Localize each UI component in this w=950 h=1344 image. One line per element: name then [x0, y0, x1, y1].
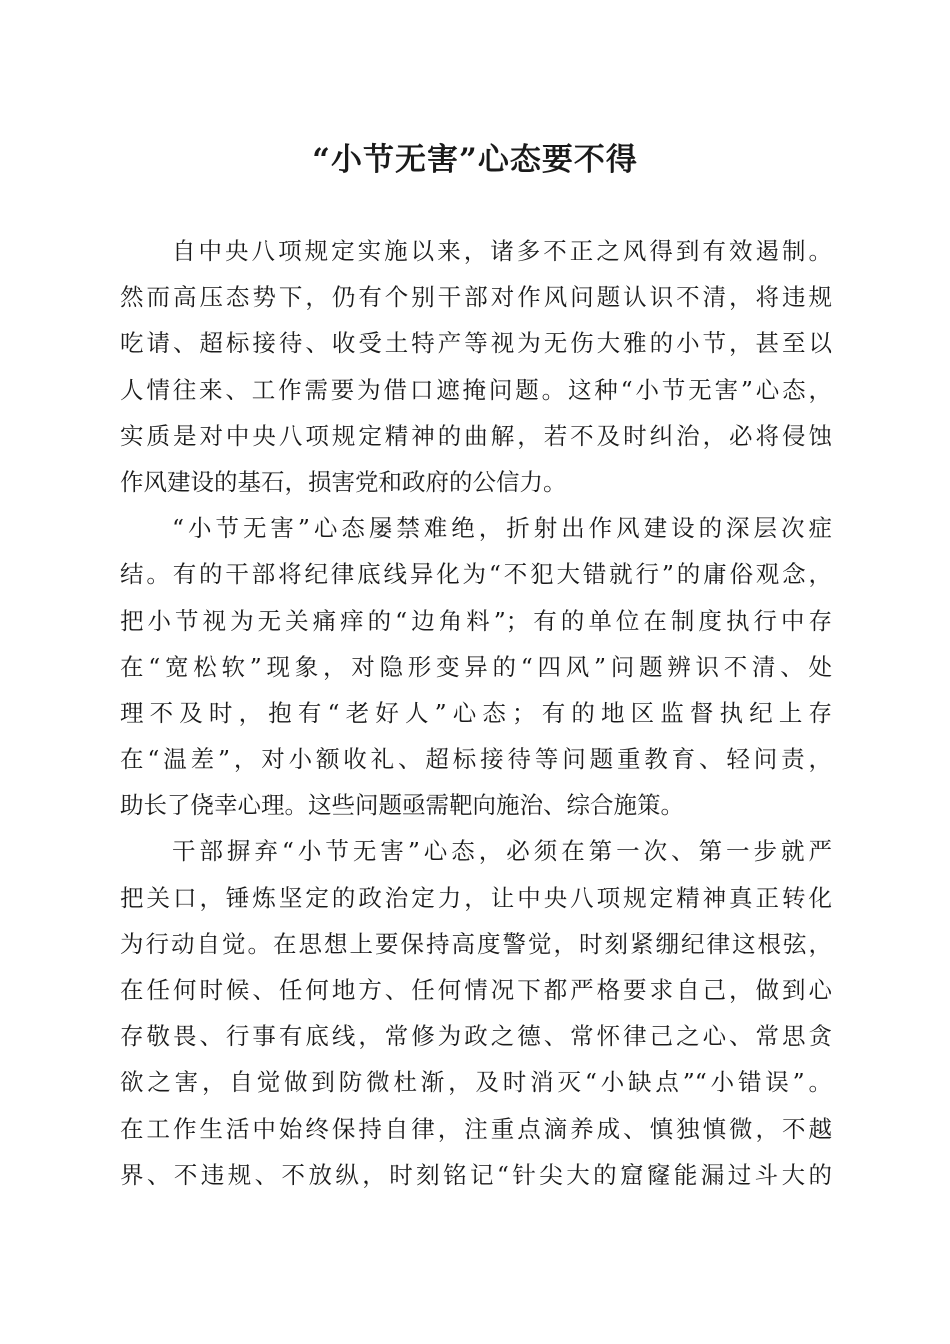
- paragraph-2-line-3: 把小节视为无关痛痒的“边角料”；有的单位在制度执行中存: [120, 606, 832, 635]
- paragraph-1-line-1: 自中央八项规定实施以来，诸多不正之风得到有效遏制。: [172, 237, 832, 265]
- paragraph-2-line-2: 结。有的干部将纪律底线异化为“不犯大错就行”的庸俗观念，: [120, 560, 832, 589]
- paragraph-2-line-4: 在“宽松软”现象，对隐形变异的“四风”问题辨识不清、处: [120, 652, 832, 681]
- paragraph-2-line-5: 理不及时，抱有“老好人”心态；有的地区监督执纪上存: [120, 698, 832, 727]
- paragraph-1-line-6: 作风建设的基石，损害党和政府的公信力。: [120, 467, 567, 496]
- paragraph-3-line-8: 界、不违规、不放纵，时刻铭记“针尖大的窟窿能漏过斗大的: [120, 1160, 832, 1189]
- document-body: [120, 228, 832, 1198]
- paragraph-1-line-2: 然而高压态势下，仍有个别干部对作风问题认识不清，将违规: [120, 283, 832, 312]
- paragraph-3-line-7: 在工作生活中始终保持自律，注重点滴养成、慎独慎微，不越: [120, 1114, 832, 1143]
- paragraph-3-line-2: 把关口，锤炼坚定的政治定力，让中央八项规定精神真正转化: [120, 883, 832, 912]
- document-title: “小节无害”心态要不得: [312, 142, 638, 178]
- paragraph-3-line-5: 存敬畏、行事有底线，常修为政之德、常怀律己之心、常思贪: [120, 1022, 832, 1051]
- paragraph-3-line-6: 欲之害，自觉做到防微杜渐，及时消灭“小缺点”“小错误”。: [120, 1068, 832, 1097]
- paragraph-3-line-4: 在任何时候、任何地方、任何情况下都严格要求自己，做到心: [120, 976, 832, 1004]
- paragraph-1-line-3: 吃请、超标接待、收受土特产等视为无伤大雅的小节，甚至以: [120, 329, 832, 358]
- paragraph-2-line-6: 在“温差”，对小额收礼、超标接待等问题重教育、轻问责，: [120, 745, 832, 774]
- paragraph-3-line-1: 干部摒弃“小节无害”心态，必须在第一次、第一步就严: [172, 837, 832, 866]
- paragraph-2-line-1: “小节无害”心态屡禁难绝，折射出作风建设的深层次症: [172, 514, 832, 543]
- paragraph-1-line-4: 人情往来、工作需要为借口遮掩问题。这种“小节无害”心态，: [120, 375, 832, 404]
- paragraph-2-line-7: 助长了侥幸心理。这些问题亟需靶向施治、综合施策。: [120, 791, 684, 820]
- paragraph-3-line-3: 为行动自觉。在思想上要保持高度警觉，时刻紧绷纪律这根弦，: [120, 929, 832, 958]
- paragraph-1-line-5: 实质是对中央八项规定精神的曲解，若不及时纠治，必将侵蚀: [120, 421, 832, 450]
